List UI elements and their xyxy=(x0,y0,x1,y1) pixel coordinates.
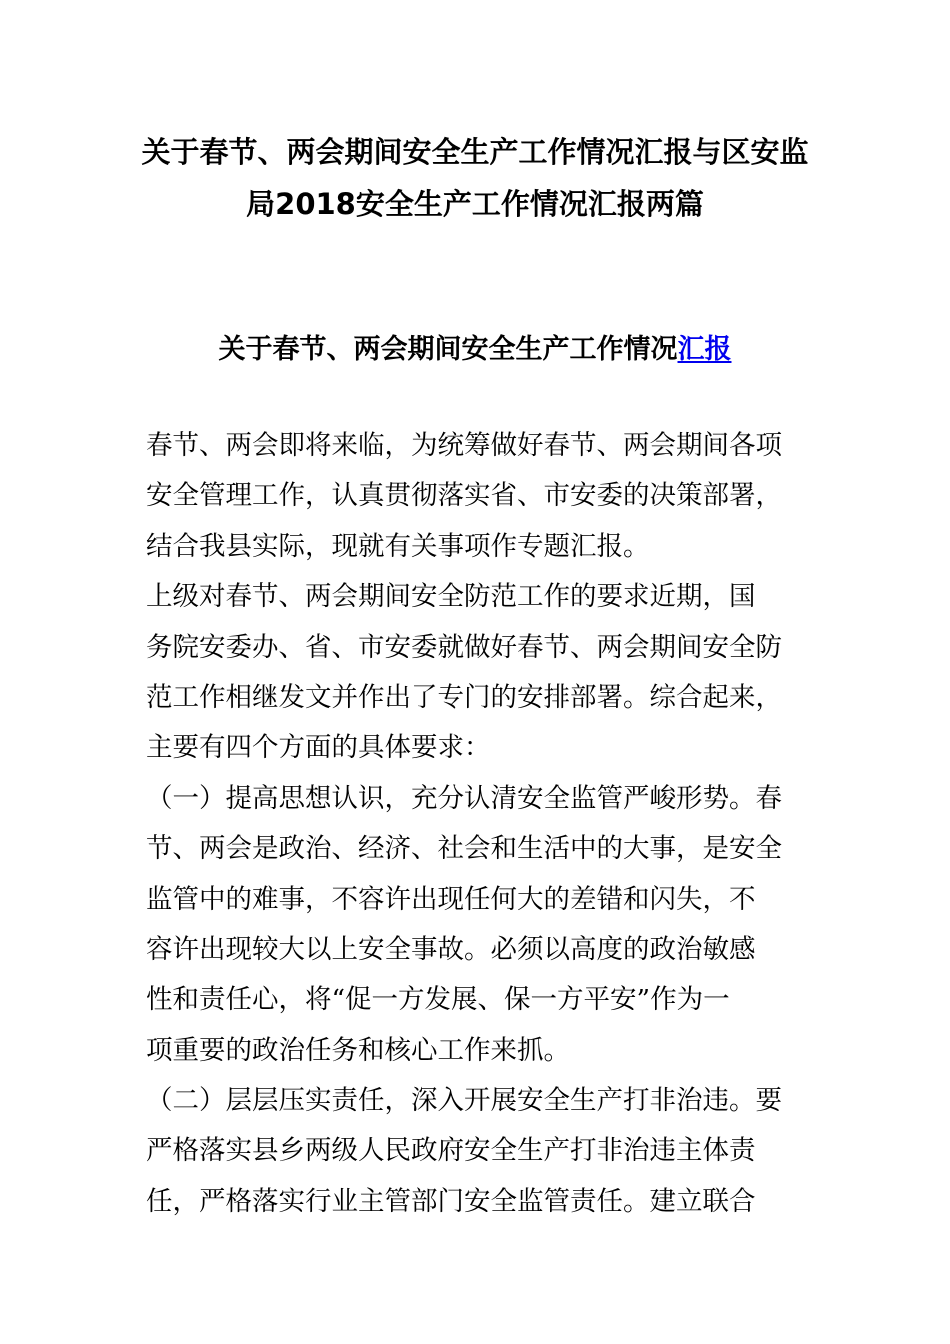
body-line: 上级对春节、两会期间安全防范工作的要求近期，国 xyxy=(146,581,756,613)
body-text xyxy=(146,421,826,1227)
body-line: 严格落实县乡两级人民政府安全生产打非治违主体责 xyxy=(146,1135,756,1167)
body-line: 监管中的难事，不容许出现任何大的差错和闪失，不 xyxy=(146,883,756,915)
body-line: 范工作相继发文并作出了专门的安排部署。综合起来， xyxy=(146,681,782,713)
body-line: （二）层层压实责任，深入开展安全生产打非治违。要 xyxy=(146,1085,782,1117)
document-title-line-2: 局2018安全生产工作情况汇报两篇 xyxy=(246,187,704,221)
body-line: 结合我县实际，现就有关事项作专题汇报。 xyxy=(146,530,650,562)
body-line: 节、两会是政治、经济、社会和生活中的大事，是安全 xyxy=(146,833,782,865)
section-title-text: 关于春节、两会期间安全生产工作情况 xyxy=(218,334,678,365)
body-line: 任，严格落实行业主管部门安全监管责任。建立联合 xyxy=(146,1185,756,1217)
body-line: 务院安委办、省、市安委就做好春节、两会期间安全防 xyxy=(146,631,782,663)
document-title-line-1: 关于春节、两会期间安全生产工作情况汇报与区安监 xyxy=(141,135,809,169)
body-line: 安全管理工作，认真贯彻落实省、市安委的决策部署， xyxy=(146,480,782,512)
body-line: 性和责任心，将“促一方发展、保一方平安”作为一 xyxy=(146,984,730,1016)
body-line: （一）提高思想认识，充分认清安全监管严峻形势。春 xyxy=(146,782,782,814)
body-line: 主要有四个方面的具体要求： xyxy=(146,732,491,764)
body-line: 春节、两会即将来临，为统筹做好春节、两会期间各项 xyxy=(146,430,782,461)
body-line: 项重要的政治任务和核心工作来抓。 xyxy=(146,1034,570,1066)
body-line: 容许出现较大以上安全事故。必须以高度的政治敏感 xyxy=(146,933,756,965)
section-title xyxy=(60,326,890,374)
report-link[interactable]: 汇报 xyxy=(677,334,732,365)
